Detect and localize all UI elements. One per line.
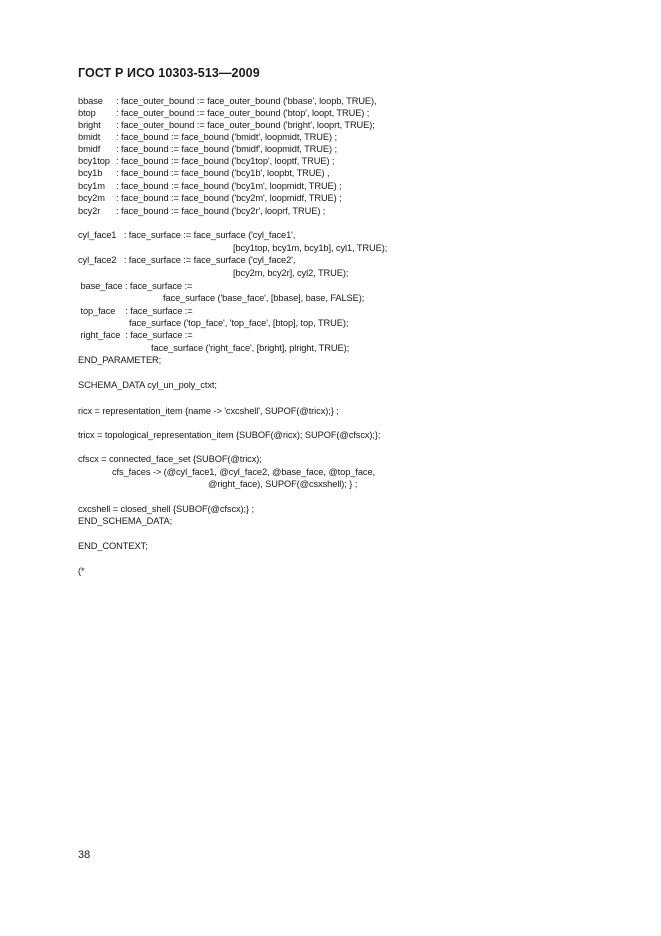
- face-line: [bcy1top, bcy1m, bcy1b], cyl1, TRUE);: [233, 243, 388, 253]
- schema-data-line: cfs_faces -> (@cyl_face1, @cyl_face2, @base_face, @top_face,: [112, 467, 376, 477]
- face-line: right_face : face_surface :=: [78, 330, 193, 340]
- bound-definition: : face_outer_bound := face_outer_bound ('bbase', loopb, TRUE),: [116, 96, 377, 106]
- bound-name: bcy2m: [78, 193, 105, 203]
- schema-data-line: @right_face), SUPOF(@csxshell); } ;: [208, 479, 358, 489]
- bound-definition: : face_bound := face_bound ('bcy2r', looprf, TRUE) ;: [116, 206, 326, 216]
- schema-data-line: cfscx = connected_face_set {SUBOF(@tricx);: [78, 454, 262, 464]
- schema-data-line: cxcshell = closed_shell {SUBOF(@cfscx);} ;: [78, 504, 255, 514]
- schema-data-line: tricx = topological_representation_item {SUBOF(@ricx); SUPOF(@cfscx);};: [78, 430, 381, 440]
- bound-name: bcy1m: [78, 181, 105, 191]
- document-header: ГОСТ Р ИСО 10303-513—2009: [78, 66, 260, 80]
- face-line: base_face : face_surface :=: [78, 281, 193, 291]
- face-line: face_surface ('right_face', [bright], plright, TRUE);: [151, 343, 350, 353]
- comment-open: (*: [78, 566, 85, 576]
- bound-definition: : face_outer_bound := face_outer_bound ('bright', looprt, TRUE);: [116, 120, 375, 130]
- bound-name: bbase: [78, 96, 103, 106]
- bound-name: btop: [78, 108, 96, 118]
- face-line: face_surface ('base_face', [bbase], base, FALSE);: [163, 293, 365, 303]
- face-line: cyl_face2 : face_surface := face_surface ('cyl_face2',: [78, 255, 296, 265]
- end-schema-data: END_SCHEMA_DATA;: [78, 516, 173, 526]
- end-parameter: END_PARAMETER;: [78, 355, 162, 365]
- face-line: [bcy2m, bcy2r], cyl2, TRUE);: [233, 268, 349, 278]
- bound-name: bright: [78, 120, 101, 130]
- bound-definition: : face_bound := face_bound ('bmidf', loopmidf, TRUE) ;: [116, 144, 337, 154]
- bound-definition: : face_bound := face_bound ('bmidt', loopmidt, TRUE) ;: [116, 132, 337, 142]
- face-line: top_face : face_surface :=: [78, 306, 193, 316]
- bound-name: bcy1b: [78, 168, 103, 178]
- schema-data-line: ricx = representation_item {name -> 'cxcshell', SUPOF(@tricx);} ;: [78, 406, 339, 416]
- end-context: END_CONTEXT;: [78, 541, 148, 551]
- bound-name: bcy2r: [78, 206, 101, 216]
- face-line: face_surface ('top_face', 'top_face', [btop], top, TRUE);: [129, 318, 349, 328]
- face-line: cyl_face1 : face_surface := face_surface ('cyl_face1',: [78, 230, 296, 240]
- bound-name: bmidf: [78, 144, 101, 154]
- bound-name: bcy1top: [78, 156, 110, 166]
- bound-definition: : face_bound := face_bound ('bcy1m', loopmidt, TRUE) ;: [116, 181, 342, 191]
- bound-definition: : face_bound := face_bound ('bcy1b', loopbt, TRUE) ,: [116, 168, 330, 178]
- bound-name: bmidt: [78, 132, 101, 142]
- bound-definition: : face_bound := face_bound ('bcy2m', loopmidf, TRUE) ;: [116, 193, 342, 203]
- schema-data-line: SCHEMA_DATA cyl_un_poly_ctxt;: [78, 380, 217, 390]
- page-number: 38: [78, 849, 91, 861]
- bound-definition: : face_outer_bound := face_outer_bound ('btop', loopt, TRUE) ;: [116, 108, 370, 118]
- bound-definition: : face_bound := face_bound ('bcy1top', looptf, TRUE) ;: [116, 156, 335, 166]
